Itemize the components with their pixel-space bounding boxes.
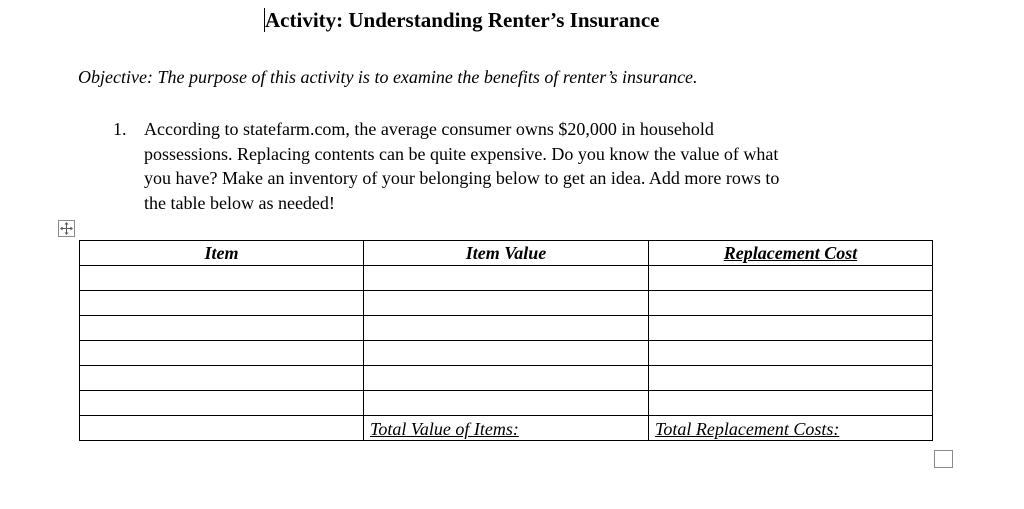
table-total-row: [80, 416, 933, 441]
inventory-table: [79, 240, 933, 441]
resize-handle-icon[interactable]: [934, 450, 953, 468]
total-replacement-label[interactable]: Total Replacement Costs:: [649, 416, 933, 441]
table-cell[interactable]: [649, 266, 933, 291]
table-cell[interactable]: [649, 316, 933, 341]
table-cell[interactable]: [649, 391, 933, 416]
table-row: [80, 291, 933, 316]
move-arrows-icon[interactable]: [58, 220, 75, 237]
table-row: [80, 316, 933, 341]
question-line: According to statefarm.com, the average consumer owns $20,000 in household: [144, 119, 714, 139]
table-row: [80, 341, 933, 366]
total-value-label[interactable]: Total Value of Items:: [364, 416, 649, 441]
question-number: 1.: [113, 119, 127, 139]
question-line: you have? Make an inventory of your belonging below to get an idea. Add more rows to: [144, 168, 780, 188]
table-cell[interactable]: [80, 391, 364, 416]
table-cell[interactable]: [80, 366, 364, 391]
table-row: [80, 391, 933, 416]
table-cell[interactable]: [364, 391, 649, 416]
header-item-value[interactable]: Item Value: [364, 241, 649, 266]
header-item[interactable]: Item: [80, 241, 364, 266]
table-cell[interactable]: [364, 316, 649, 341]
table-cell[interactable]: [80, 341, 364, 366]
table-cell[interactable]: [364, 291, 649, 316]
table-cell[interactable]: [649, 366, 933, 391]
table-header-row: [80, 241, 933, 266]
table-cell[interactable]: [80, 316, 364, 341]
table-cell[interactable]: [80, 266, 364, 291]
question-line: the table below as needed!: [144, 192, 335, 213]
objective-text: Objective: The purpose of this activity is to examine the benefits of renter’s insurance.: [78, 67, 698, 87]
header-replacement-cost[interactable]: Replacement Cost: [649, 241, 933, 266]
table-cell[interactable]: [649, 341, 933, 366]
table-cell[interactable]: [364, 266, 649, 291]
table-cell[interactable]: [364, 366, 649, 391]
table-row: [80, 366, 933, 391]
question-text: [144, 117, 934, 215]
table-cell[interactable]: [649, 291, 933, 316]
table-cell[interactable]: [80, 416, 364, 441]
table-cell[interactable]: [364, 341, 649, 366]
question-line: possessions. Replacing contents can be quite expensive. Do you know the value of what: [144, 143, 779, 164]
page-title: Activity: Understanding Renter’s Insurance: [265, 8, 660, 32]
table-row: [80, 266, 933, 291]
table-cell[interactable]: [80, 291, 364, 316]
